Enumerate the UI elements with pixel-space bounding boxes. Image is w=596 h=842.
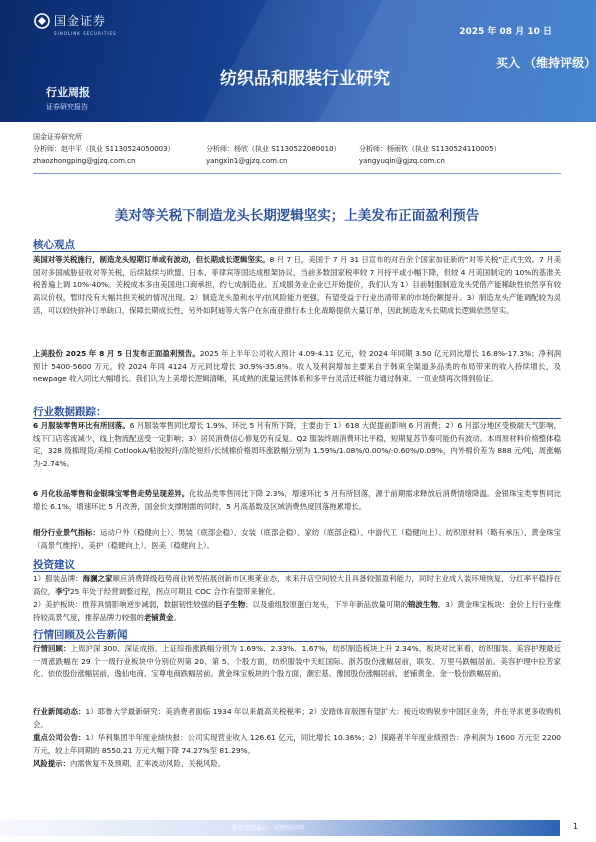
- body-text: ；以及重组胶原蛋白龙头，下半年新品放量可期的: [245, 600, 409, 609]
- main-title: 美对等关税下制造龙头长期逻辑坚实；上美发布正面盈利预告: [114, 208, 480, 224]
- logo-text: 国金证券: [54, 14, 107, 28]
- highlight-text: 李宁: [55, 586, 70, 596]
- body-text: 1）服装品牌：: [33, 574, 83, 583]
- body-text: 内需恢复不及预期、汇率波动风险、关税风险。: [69, 759, 226, 768]
- paragraph-advice-2: [33, 599, 561, 624]
- paragraph-core-2: [33, 348, 561, 386]
- section-heading-review: 行情回顾及公告新闻: [33, 629, 128, 641]
- analyst-label: 分析师：杨雨钦（执业 S1130524110005）: [359, 145, 501, 153]
- section-divider: [33, 571, 561, 572]
- lead-text: 美国对等关税施行，制造龙头短期订单或有波动，但长期成长逻辑坚实。: [33, 255, 270, 264]
- section-divider: [33, 251, 561, 252]
- lead-text: 6 月服装零售环比有所回落。: [33, 421, 130, 430]
- section-divider: [33, 418, 561, 419]
- paragraph-review-2: [33, 706, 561, 731]
- body-text: 2）美护板块：推荐具情影响逆步减弱，数据韧性较强的: [33, 600, 216, 609]
- lead-text: 上美股份 2025 年 8 月 5 日发布正面盈利预告。: [33, 349, 200, 358]
- section-heading-core: 核心观点: [33, 239, 75, 251]
- body-text: 。3）黄金珠宝板块：金价上行行业维持较高景气度，推荐品牌力较强的: [33, 600, 561, 622]
- divider: [33, 173, 561, 174]
- body-text: 8 月 7 日，美国于 7 月 31 日宣布的对百余个国家加征新的“对等关税”正式生效。7 月美国对多国威胁征收对等关税，后续陆续与欧盟、日本、菲律宾等国达成框架协议，当前多数国家税率较 7 月持平或小幅下降，但较 4 月美国制定的 10%的基准关税普遍上调 10%-40%。关税成本多由美国进口商承担，约七成制造业、五成服务业企业已开始提价，我们认为 1）目前鞋服制造龙头凭借产能稀缺性依然享有较高议价权，暂时没有大幅共担关税的情况出现。2）制造龙头盈利水平/抗风险能力更强，有望受益于行业出清带来的市场份额提升。3）制造龙头产能调配较为灵活，可以较快弥补订单缺口，保障长期成长性，另外如阿迪等大客户在东南亚推行本土化战略提供大量订单，因此制造龙头长期成长逻辑依然坚实。: [33, 255, 561, 315]
- lead-text: 行情回顾：: [33, 644, 71, 653]
- company-logo: [34, 12, 106, 29]
- section-divider: [33, 641, 561, 642]
- report-type: 行业周报: [46, 86, 90, 99]
- lead-text: 细分行业景气指标：: [33, 528, 100, 537]
- body-text: 6 月服装零售同比增长 1.9%，环比 5 月有所下降，主要由于 1）618 大促提前影响 6 月消费；2）6 月部分地区受极端天气影响，线下门店客流减少，线上物流配送受一定影响；3）居民消费信心修复仍有反复。Q2 服装终端消费环比平稳，短期复苏节奏可能仍有波动。本周原材料价格整体稳定，328 级棉现货/美棉 CotlookA/粘胶短纤/涤纶短纤/长绒棉价格周环涨跌幅分别为 1.59%/1.08%/0.00%/-0.60%/0.09%，内外棉价差为 888 元/吨，周涨幅为-2.74%。: [33, 421, 562, 469]
- rating-badge: 买入 （维持评级）: [496, 56, 596, 70]
- body-text: 运动户外（稳健向上）、男装（底部企稳）、女装（底部企稳）、家纺（底部企稳）、中游代工（稳健向上）、纺织原材料（略有承压）、黄金珠宝（高景气维持）、美护（稳健向上）、医美（稳健向上）。: [33, 528, 561, 550]
- lead-text: 风险提示：: [33, 759, 70, 768]
- highlight-text: 老铺黄金: [143, 612, 174, 622]
- body-text: 25 年处于经营调整过程，拐点可期且 COC 合作有望带来催化。: [69, 586, 280, 596]
- analyst-info: [359, 143, 501, 167]
- paragraph-risk: [33, 758, 561, 771]
- body-text: 顺应消费降级趋势商业转型拓展创新市区奥莱业态，未来开店空间较大且具备较强盈利能力，同时主业成人装环境恢复，分红率平稳持在高位，: [33, 574, 561, 596]
- logo-icon: [34, 13, 50, 29]
- section-heading-advice: 投资建议: [33, 559, 75, 571]
- analyst-label: 分析师：杨欣（执业 S1130522080010）: [206, 145, 341, 153]
- lead-text: 行业新闻动态：: [33, 707, 86, 716]
- body-text: 。: [173, 612, 181, 622]
- section-heading-data: 行业数据跟踪：: [33, 406, 107, 418]
- body-text: 2025 年上半年公司收入预计 4.09-4.11 亿元，较 2024 年同期 3.50 亿元同比增长 16.8%-17.3%；净利润预计 5400-5600 万元，较 2024 年同 4124 万元同比增长 30.9%-35.8%。收入及利润增加主要来自于韩束全渠道多品类的布局带来的收入持续增长，及 newpage 收入同比大幅增长。我们认为上美增长逻辑清晰，其成熟的流量运营体系和多平台灵活迁移能力通过韩束、一页业绩再次得到验证。: [33, 349, 562, 384]
- paragraph-review-3: [33, 732, 561, 757]
- report-category: 证券研究报告: [46, 103, 88, 111]
- body-text: 上周沪深 300、深证成指、上证综指涨跌幅分别为 1.69%、2.33%、1.67%，纺织制造板块上升 2.34%。板块对比来看，纺织服装、美容护理最近一周涨跌幅在 29 个一级行业板块中分别位列第 20、第 5。个股方面，纺织服装中天虹国际、浙苏股份涨幅居前，联发、万里马跌幅居前。美容护理中拉芳家化、依依股份涨幅居前，逸仙电商、宝尊电商跌幅居前。黄金珠宝板块的个股方面，潮宏基、豫园股份涨幅居前，老铺黄金、金一股份跌幅居前。: [33, 644, 561, 679]
- body-text: 化妆品类零售同比下降 2.3%，增速环比 5 月有所回落，源于前期需求释放后消费情绪降温。金银珠宝类零售同比增长 6.1%，增速环比 5 月改善，国金价支撑刚需的同时，5 月高基数及区域消费热度回落拖累增长。: [33, 489, 562, 511]
- highlight-text: 巨子生物: [215, 600, 246, 609]
- analyst-info: [206, 143, 341, 167]
- page-number: 1: [573, 822, 579, 831]
- paragraph-data-3: [33, 527, 561, 552]
- footer-disclaimer: 敬请参阅最后一页特别声明: [232, 825, 305, 832]
- research-institute: 国金证券研究所: [33, 133, 82, 141]
- lead-text: 6 月化妆品零售和金银珠宝零售走势呈现差异。: [33, 489, 190, 498]
- report-title: 纺织品和服装行业研究: [220, 69, 390, 89]
- analyst-email[interactable]: yangxin1@gjzq.com.cn: [206, 157, 288, 165]
- highlight-text: 海澜之家: [82, 574, 113, 583]
- paragraph-advice-1: [33, 573, 561, 598]
- analyst-label: 分析师：赵中平（执业 S1130524050003）: [33, 145, 175, 153]
- body-text: 1）华利集团半年度业绩快报：公司实现营业收入 126.61 亿元，同比增长 10.36%；2）探路者半年度业绩预告：净利润为 1600 万元至 2200 万元，较上年同期的 8550.21 万元大幅下降 74.27%至 81.29%。: [33, 733, 561, 755]
- paragraph-data-2: [33, 488, 561, 513]
- body-text: 1）耶鲁大学最新研究：美消费者面临 1934 年以来最高关税税率；2）安踏体育版图有望扩大：接近收购锐步中国区业务，并在寻求更多收购机会。: [33, 707, 561, 729]
- report-header: [0, 0, 596, 122]
- paragraph-data-1: [33, 420, 561, 471]
- analyst-email[interactable]: yangyuqin@gjzq.com.cn: [359, 157, 445, 165]
- lead-text: 重点公司公告：: [33, 733, 86, 742]
- paragraph-core-1: [33, 254, 561, 318]
- analyst-info: [33, 143, 175, 167]
- highlight-text: 锦波生物: [408, 600, 438, 609]
- analyst-email[interactable]: zhaozhongping@gjzq.com.cn: [33, 157, 136, 165]
- paragraph-review-1: [33, 643, 561, 681]
- logo-subtitle: SINOLINK SECURITIES: [54, 31, 117, 36]
- report-date: 2025 年 08 月 10 日: [459, 27, 552, 37]
